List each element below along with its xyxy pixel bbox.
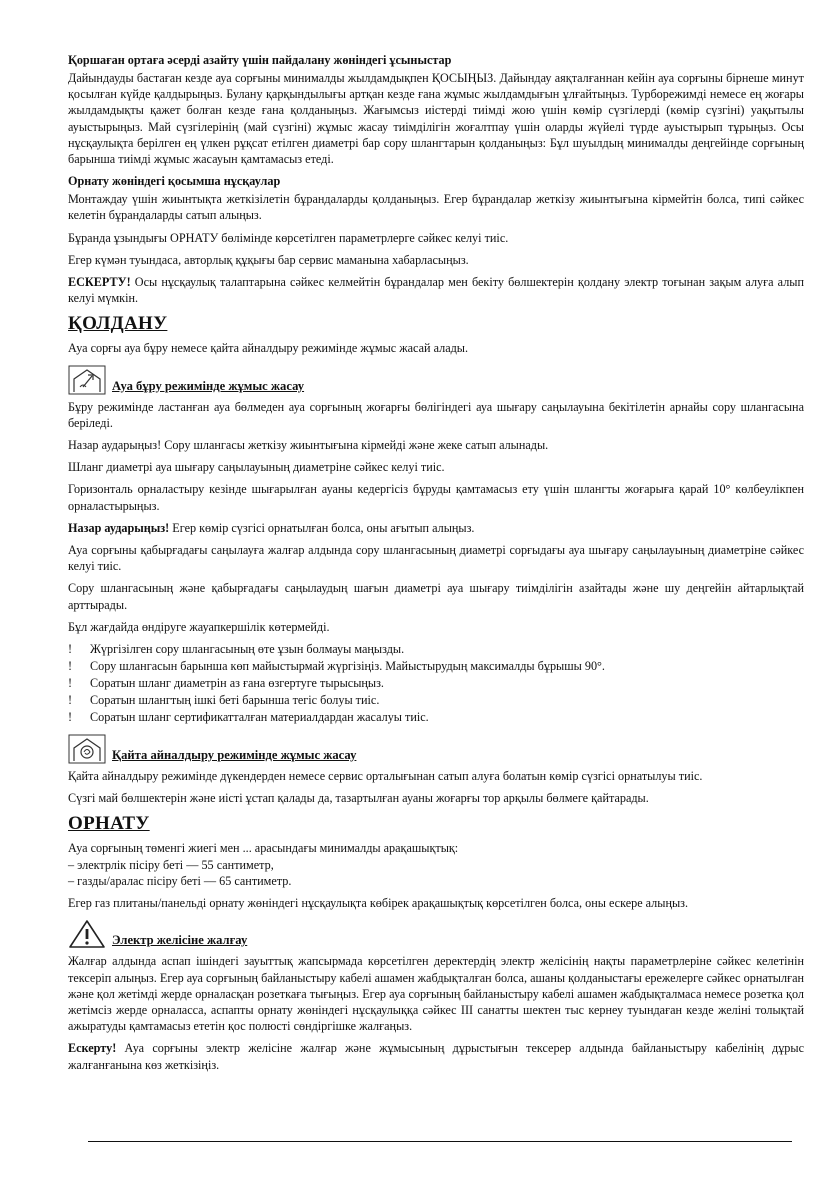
warning-mark: !	[68, 642, 73, 657]
recirculation-mode-icon	[68, 734, 106, 764]
warning-mark: !	[68, 710, 73, 725]
environment-section	[68, 52, 804, 167]
warning-mark: !	[68, 659, 73, 674]
recirculation-p1: Қайта айналдыру режимінде дүкендерден немесе сервис орталығынан сатып алуға болатын көмір сүзгісі орнатылуы тиіс.	[68, 769, 703, 784]
extraction-p6: Сору шлангасының және қабырғадағы саңылаудың шағын диаметрі ауа шығару тиімділігін азайтады және шу деңгейін айтарлықтай арттырады.	[68, 581, 804, 612]
warning-mark: !	[68, 676, 73, 691]
environment-text: Дайындауды бастаған кезде ауа сорғыны минималды жылдамдықпен ҚОСЫҢЫЗ. Дайындау аяқталғаннан кейін ауа сорғыны бірнеше минут қосылған күйде қалдырыңыз. Булану қарқындылығы артқан кезде ғана жұмыс жылдамдығын ұлғайтыңыз. Турборежимді немесе ең жоғары жылдамдықты қажет болған кезде ғана қолданыңыз. Жағымсыз иістерді тиімді жою үшін көмір сүзгілерді (көмір сүзгіні) уақытылы ауыстырыңыз. Май сүзгілерінің (май сүзгіні) жұмыс жасау тиімділігін жоғалтпау үшін оларды жүйелі түрде ауыстырып тұрыңыз. Осы нұсқаулықта берілген ең үлкен рұқсат етілген диаметрі бар сору шлангтарын қолданыңыз: Бұл шуылдың минималды деңгейінде сорғының барынша тиімді жұмыс жасауын қамтамасыз етеді.	[68, 71, 804, 167]
extraction-p4: Горизонталь орналастыру кезінде шығарылған ауаны кедергісіз бұруды қамтамасыз ету үшін шлангты жоғарыға қарай 10° көлбеулікпен орналастырыңыз.	[68, 482, 804, 513]
footer-divider	[88, 1141, 792, 1142]
installation-line3: – газды/аралас пісіру беті — 65 сантиметр.	[68, 873, 292, 888]
list-item-text: Соратын шланг диаметрін аз ғана өзгертуге тырысыңыз.	[90, 676, 384, 691]
extraction-p5: Ауа сорғыны қабырғадағы саңылауға жалғар алдында сору шлангасының диаметрі сорғыдағы ауа шығару саңылауының диаметріне сәйкес келуі тиіс.	[68, 543, 804, 574]
install-extra-p1: Монтаждау үшін жиынтықта жеткізілетін бұрандаларды қолданыңыз. Егер бұрандалар жеткізу жиынтығына кірмейтін болса, типі сәйкес келетін бұрандаларды сатып алыңыз.	[68, 192, 804, 223]
install-extra-title: Орнату жөніндегі қосымша нұсқаулар	[68, 174, 281, 189]
electric-heading	[68, 919, 804, 949]
warning-text: Осы нұсқаулық талаптарына сәйкес келмейтін бұрандалар мен бекіту бөлшектерін қолдану электр тоғынан зақым алуға алып келуі мүмкін.	[68, 275, 804, 306]
list-item	[68, 692, 804, 709]
attention-text: Егер көмір сүзгісі орнатылған болса, оны ағытып алыңыз.	[169, 520, 475, 535]
warning-mark: !	[68, 693, 73, 708]
note-label: Ескерту!	[68, 1041, 117, 1056]
extraction-title: Ауа бұру режимінде жұмыс жасау	[112, 378, 305, 393]
recirculation-heading	[68, 734, 804, 764]
list-item-text: Жүргізілген сору шлангасының өте ұзын болмауы маңызды.	[90, 642, 405, 657]
electric-note	[68, 1040, 804, 1072]
list-item-text: Соратын шлангтың ішкі беті барынша тегіс болуы тиіс.	[90, 693, 380, 708]
install-extra-warning	[68, 274, 804, 306]
install-extra-section	[68, 173, 804, 306]
list-item-text: Сору шлангасын барынша көп майыстырмай жүргізіңіз. Майыстырудың максималды бұрышы 90°.	[90, 659, 605, 674]
list-item	[68, 641, 804, 658]
usage-intro: Ауа сорғы ауа бұру немесе қайта айналдыру режимінде жұмыс жасай алады.	[68, 341, 469, 356]
electric-p1: Жалғар алдында аспап ішіндегі зауыттық жапсырмада көрсетілген деректердің электр желісінің нақты параметрлеріне сәйкес келетінін тексеріп алыңыз. Егер ауа сорғының байланыстыру кабелі ашамен жабдықталған болса, ашаны қолданыстағы ережелерге сәйкес орнатылған және қол жетімді жерде орналасқан розеткаға тығыңыз. Егер ауа сорғының байланыстыру кабелі ашамен жабдықталмаса немесе розетка қол жетімсіз жерде орналасса, аспапты орнату жөніндегі нұсқаулыққа сәйкес III санатты шектен тыс кернеу туындаған кезде желіні толықтай ажыратуды қамтамасыз ететін қос полюсті сөндіргішке жалғаңыз.	[68, 954, 804, 1034]
usage-title: ҚОЛДАНУ	[68, 313, 168, 335]
attention-label: Назар аударыңыз!	[68, 520, 170, 535]
extraction-attention	[68, 520, 804, 536]
warning-label: ЕСКЕРТУ!	[68, 275, 131, 290]
installation-line2: – электрлік пісіру беті — 55 сантиметр,	[68, 857, 274, 872]
extraction-mode-icon	[68, 365, 106, 395]
extraction-p7: Бұл жағдайда өндіруге жауапкершілік көтермейді.	[68, 619, 330, 634]
manual-page	[68, 52, 804, 1079]
extraction-bullets	[68, 641, 804, 726]
install-extra-p2: Бұранда ұзындығы ОРНАТУ бөлімінде көрсетілген параметрлерге сәйкес келуі тиіс.	[68, 230, 509, 245]
warning-triangle-icon	[68, 919, 106, 949]
extraction-p3: Шланг диаметрі ауа шығару саңылауының диаметріне сәйкес келуі тиіс.	[68, 460, 445, 475]
recirculation-title: Қайта айналдыру режимінде жұмыс жасау	[112, 748, 357, 763]
list-item-text: Соратын шланг сертификатталған материалдардан жасалуы тиіс.	[90, 710, 429, 725]
extraction-p2: Назар аударыңыз! Сору шлангасы жеткізу жиынтығына кірмейді және жеке сатып алынады.	[68, 438, 549, 453]
installation-line1: Ауа сорғының төменгі жиегі мен ... арасындағы минималды арақашықтық:	[68, 841, 459, 856]
list-item	[68, 658, 804, 675]
installation-p1: Егер газ плитаны/панельді орнату жөніндегі нұсқаулықта көбірек арақашықтық көрсетілген болса, оны ескере алыңыз.	[68, 896, 689, 911]
list-item	[68, 709, 804, 726]
recirculation-p2: Сүзгі май бөлшектерін және иісті ұстап қалады да, тазартылған ауаны жоғарғы тор арқылы бөлмеге қайтарады.	[68, 791, 649, 806]
extraction-p1: Бұру режимінде ластанған ауа бөлмеден ауа сорғының жоғарғы бөлігіндегі ауа шығару саңылауына бекітілетін арнайы сору шлангасына беріледі.	[68, 399, 804, 430]
list-item	[68, 675, 804, 692]
environment-title: Қоршаған ортаға әсерді азайту үшін пайдалану жөніндегі ұсыныстар	[68, 53, 452, 67]
electric-title: Электр желісіне жалғау	[112, 933, 248, 948]
installation-title: ОРНАТУ	[68, 813, 150, 835]
install-extra-p3: Егер күмән туындаса, авторлық құқығы бар сервис маманына хабарласыңыз.	[68, 252, 469, 267]
note-text: Ауа сорғыны электр желісіне жалғар және жұмысының дұрыстығын тексерер алдында байланыстыру кабелінің дұрыс жалғанғанына көз жеткізіңіз.	[68, 1041, 804, 1072]
extraction-heading	[68, 365, 804, 395]
